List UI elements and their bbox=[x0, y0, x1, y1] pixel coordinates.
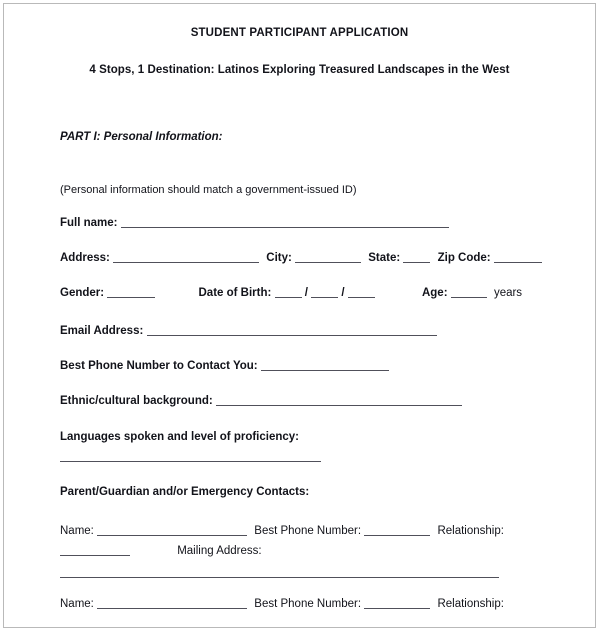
contact-1-row-a bbox=[60, 525, 504, 537]
section-heading-part-1: PART I: Personal Information: bbox=[60, 131, 223, 143]
field-row-best-phone bbox=[60, 360, 389, 372]
best-phone-input-blank[interactable] bbox=[261, 360, 389, 371]
contact-2-relationship-label: Relationship: bbox=[437, 598, 504, 610]
document-page bbox=[3, 3, 596, 628]
contact-2-phone-label: Best Phone Number: bbox=[254, 598, 362, 610]
full-name-input-blank[interactable] bbox=[121, 217, 449, 228]
state-input-blank[interactable] bbox=[403, 252, 430, 263]
age-label: Age: bbox=[421, 287, 448, 299]
contact-1-name-label: Name: bbox=[60, 525, 94, 537]
ethnic-background-input-blank[interactable] bbox=[216, 395, 462, 406]
ethnic-background-label: Ethnic/cultural background: bbox=[60, 395, 213, 407]
contact-1-phone-input-blank[interactable] bbox=[364, 525, 430, 536]
contact-2-name-input-blank[interactable] bbox=[97, 598, 247, 609]
page-title: STUDENT PARTICIPANT APPLICATION bbox=[190, 27, 409, 39]
program-subtitle: 4 Stops, 1 Destination: Latinos Exploring Treasured Landscapes in the West bbox=[89, 64, 510, 76]
zip-code-input-blank[interactable] bbox=[494, 252, 542, 263]
field-row-email bbox=[60, 325, 437, 337]
age-unit-label: years bbox=[493, 287, 523, 299]
personal-info-note: (Personal information should match a government-issued ID) bbox=[60, 184, 357, 196]
full-name-label: Full name: bbox=[60, 217, 118, 229]
city-input-blank[interactable] bbox=[295, 252, 361, 263]
best-phone-label: Best Phone Number to Contact You: bbox=[60, 360, 258, 372]
contact-1-relationship-label: Relationship: bbox=[437, 525, 504, 537]
date-separator-1: / bbox=[304, 287, 308, 299]
address-label: Address: bbox=[60, 252, 110, 264]
application-form bbox=[4, 4, 595, 627]
contact-1-relationship-input-blank[interactable] bbox=[60, 545, 130, 556]
field-row-languages bbox=[60, 431, 299, 443]
contact-1-row-b bbox=[60, 545, 262, 557]
emergency-contacts-label: Parent/Guardian and/or Emergency Contacts: bbox=[60, 486, 310, 498]
languages-input-blank[interactable] bbox=[60, 461, 321, 462]
zip-code-label: Zip Code: bbox=[437, 252, 491, 264]
field-row-gender-dob-age bbox=[60, 287, 522, 299]
contact-1-mailing-address-input-blank[interactable] bbox=[60, 577, 499, 578]
contact-1-phone-label: Best Phone Number: bbox=[254, 525, 362, 537]
field-row-full-name bbox=[60, 217, 449, 229]
contact-2-name-label: Name: bbox=[60, 598, 94, 610]
date-separator-2: / bbox=[341, 287, 345, 299]
gender-label: Gender: bbox=[60, 287, 105, 299]
dob-year-input-blank[interactable] bbox=[348, 287, 375, 298]
languages-label: Languages spoken and level of proficiency: bbox=[60, 431, 300, 443]
contact-1-name-input-blank[interactable] bbox=[97, 525, 247, 536]
gender-input-blank[interactable] bbox=[107, 287, 155, 298]
age-input-blank[interactable] bbox=[451, 287, 487, 298]
field-row-address bbox=[60, 252, 542, 264]
email-input-blank[interactable] bbox=[147, 325, 437, 336]
emergency-contacts-heading bbox=[60, 486, 309, 498]
state-label: State: bbox=[368, 252, 401, 264]
city-label: City: bbox=[266, 252, 292, 264]
contact-2-row-a bbox=[60, 598, 504, 610]
date-of-birth-label: Date of Birth: bbox=[198, 287, 272, 299]
contact-1-mailing-address-label: Mailing Address: bbox=[177, 545, 262, 557]
email-address-label: Email Address: bbox=[60, 325, 144, 337]
dob-month-input-blank[interactable] bbox=[275, 287, 302, 298]
dob-day-input-blank[interactable] bbox=[311, 287, 338, 298]
field-row-ethnic-background bbox=[60, 395, 462, 407]
address-input-blank[interactable] bbox=[113, 252, 259, 263]
contact-2-phone-input-blank[interactable] bbox=[364, 598, 430, 609]
